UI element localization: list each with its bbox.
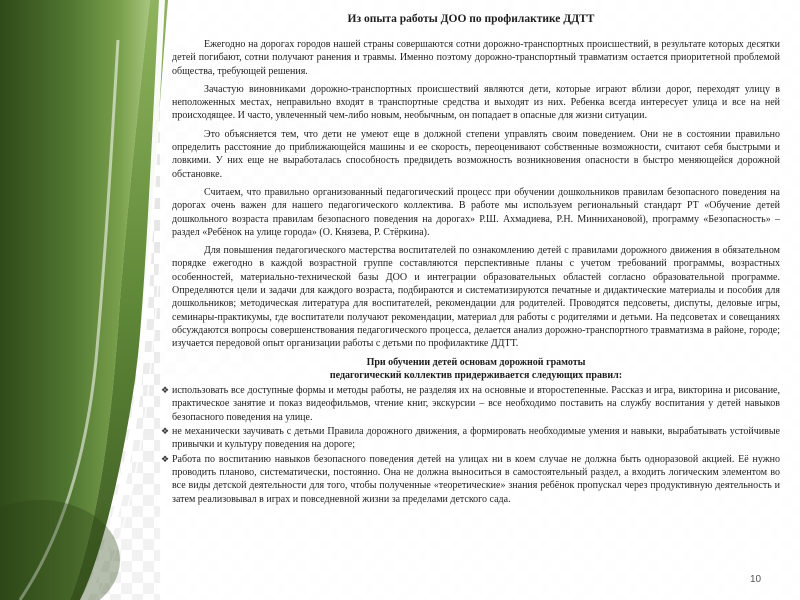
rule-item bbox=[161, 384, 780, 424]
paragraph-explanation: Это объясняется тем, что дети не умеют еще в должной степени управлять своим поведением. Они не в состоянии правильно определить расстояние до приближающейся машины и ее скорость, переоценивают собственные возможности, считают себя быстрыми и ловкими. У них еще не выработалась способность предвидеть возможность возникновения опасности в быстро меняющейся дорожной обстановке. bbox=[172, 128, 780, 180]
rule-item bbox=[161, 425, 780, 452]
paragraph-culprits: Зачастую виновниками дорожно-транспортных происшествий являются дети, которые играют вблизи дорог, переходят улицу в неположенных местах, неправильно входят в транспортные средства и выходят из них. Ребенка всегда интересует улица и все на ней происходящее. И часто, увлеченный чем-либо новым, необычным, он попадает в опасные для жизни ситуации. bbox=[172, 83, 780, 122]
paragraph-methods: Для повышения педагогического мастерства воспитателей по ознакомлению детей с правилами дорожного движения в обязательном порядке ежегодно в каждой возрастной группе составляются перспективные планы с учетом требований программы, возрастных особенностей, материально-технической базы ДОО и интеграции образовательных областей согласно образовательной программе. Определяются цели и задачи для каждого возраста, подбираются и систематизируются печатные и дидактические материалы и пособия для дошкольников; методическая литература для воспитателей, рекомендации для родителей. Проводятся педсоветы, диспуты, деловые игры, семинары-практикумы, где воспитатели получают рекомендации, материал для работы с родителями и детьми. На педсоветах и совещаниях обсуждаются вопросы совершенствования педагогического процесса, делается анализ дорожно-транспортного травматизма в районе, городе; изучается передовой опыт организации работы с детьми по профилактике ДДТТ. bbox=[172, 245, 780, 350]
page-number: 10 bbox=[750, 574, 762, 585]
rules-heading-line1: При обучении детей основам дорожной грамоты bbox=[366, 356, 586, 368]
rule-item bbox=[161, 453, 780, 506]
rule-text: использовать все доступные формы и методы работы, не разделяя их на основные и второстепенные. Рассказ и игра, викторина и рисование, практическое занятие и показ видеофильмов, чтение книг, экскурсии – все необходимо поставить на службу воспитания у детей навыков безопасного поведения на улице. bbox=[172, 385, 780, 423]
diamond-check-bullet-icon: ❖ bbox=[161, 426, 170, 437]
paragraph-intro: Ежегодно на дорогах городов нашей страны совершаются сотни дорожно-транспортных происшествий, в результате которых десятки детей погибают, сотни получают ранения и травмы. Именно поэтому дорожно-транспортный травматизм остается приоритетной проблемой общества, требующей решения. bbox=[172, 39, 780, 77]
rules-list bbox=[161, 384, 780, 506]
rule-text: не механически заучивать с детьми Правила дорожного движения, а формировать необходимые умения и навыки, вырабатывать устойчивые привычки и культуру поведения на дороге; bbox=[172, 426, 780, 451]
rule-text: Работа по воспитанию навыков безопасного поведения детей на улицах ни в коем случае не должна быть одноразовой акцией. Её нужно проводить планово, систематически, постоянно. Она не должна выноситься в самостоятельный раздел, а входить логическим элементом во все виды детской деятельности для того, чтобы полученные «теоретические» знания ребёнок пропускал через продуктивную деятельность и затем реализовывал в играх и повседневной жизни за пределами детского сада. bbox=[172, 453, 780, 505]
slide-content bbox=[161, 12, 780, 507]
rules-heading-line2: педагогический коллектив придерживается следующих правил: bbox=[329, 369, 623, 381]
slide-title: Из опыта работы ДОО по профилактике ДДТТ bbox=[347, 13, 595, 25]
diamond-check-bullet-icon: ❖ bbox=[161, 385, 170, 396]
rules-heading bbox=[172, 356, 780, 383]
paragraph-approach: Считаем, что правильно организованный педагогический процесс при обучении дошкольников правилам безопасного поведения на дорогах очень важен для нашего педагогического коллектива. В работе мы используем региональный стандарт РТ «Обучение детей дошкольного возраста правилам безопасного поведения на дорогах» Р.Ш. Ахмадиева, Р.Н. Миннихановой), программу «Безопасность» – раздел «Ребёнок на улице города» (О. Князева, Р. Стёркина). bbox=[172, 186, 780, 238]
diamond-check-bullet-icon: ❖ bbox=[161, 453, 170, 464]
